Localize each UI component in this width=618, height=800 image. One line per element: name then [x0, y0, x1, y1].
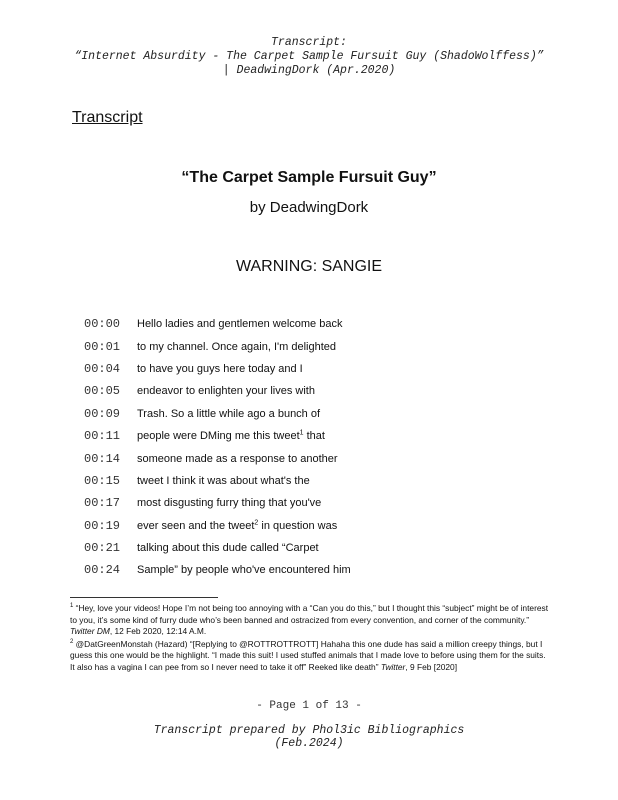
- transcript-row: [84, 313, 351, 335]
- footnote-source: Twitter DM: [70, 626, 110, 637]
- timestamp: 00:14: [84, 451, 121, 466]
- timestamp: 00:17: [84, 496, 121, 511]
- document-header: [0, 36, 618, 78]
- transcript-row: [84, 559, 351, 581]
- footnote-text: @DatGreenMonstah (Hazard) “[Replying to @ROTTROTTROTT] Hahaha this one dude has said a million creepy things, but I guess this one would be the highlight. “I made this suit! I used stuffed animals that I made love to before using them for the suits. It also has a vagina I can pee from so I never need to take it off” Reeked like death”: [70, 638, 546, 672]
- footnote-text: “Hey, love your videos! Hope I’m not being too annoying with a “Can you do this,” but I thought this “subject” might be of interest to you, it’s some kind of furry dude who’s been banned and ostracized from every convention, and corner of the community.”: [70, 603, 549, 625]
- transcript-row: [84, 470, 351, 492]
- warning-notice: WARNING: SANGIE: [235, 258, 383, 275]
- transcript-row: [84, 425, 351, 447]
- timestamp: 00:19: [84, 518, 121, 533]
- timestamp: 00:21: [84, 541, 121, 556]
- line-text: that: [303, 430, 325, 443]
- document-footer: [0, 724, 618, 750]
- header-label: Transcript:: [271, 36, 347, 49]
- timestamp: 00:00: [84, 317, 121, 332]
- header-author-date: | DeadwingDork (Apr.2020): [222, 64, 396, 77]
- footnote-2: [70, 639, 550, 674]
- footer-date: (Feb.2024): [274, 737, 344, 750]
- transcript-line: most disgusting furry thing that you've: [137, 497, 322, 510]
- transcript-line: Trash. So a little while ago a bunch of: [137, 407, 321, 420]
- line-text: ever seen and the tweet: [137, 519, 255, 532]
- footer-credit: Transcript prepared by Phol3ic Bibliographics: [153, 724, 465, 737]
- transcript-row: [84, 515, 351, 537]
- transcript-rows: [84, 313, 351, 582]
- section-title: Transcript: [72, 109, 143, 126]
- page-number: - Page 1 of 13 -: [256, 700, 362, 712]
- footnote-divider: [70, 597, 218, 598]
- footnote-date: , 12 Feb 2020, 12:14 A.M.: [109, 626, 207, 637]
- transcript-row: [84, 380, 351, 402]
- transcript-row: [84, 447, 351, 469]
- timestamp: 00:01: [84, 339, 121, 354]
- transcript-row: [84, 335, 351, 357]
- line-text: in question was: [258, 519, 338, 532]
- footnote-date: , 9 Feb [2020]: [405, 661, 458, 672]
- footnote-number: 1: [70, 603, 74, 610]
- transcript-line: to have you guys here today and I: [137, 362, 303, 375]
- timestamp: 00:04: [84, 361, 121, 376]
- transcript-line: talking about this dude called “Carpet: [137, 542, 319, 555]
- transcript-line: Hello ladies and gentlemen welcome back: [137, 318, 343, 331]
- transcript-line: to my channel. Once again, I'm delighted: [137, 340, 336, 353]
- timestamp: 00:11: [84, 429, 121, 444]
- header-video-title: “Internet Absurdity - The Carpet Sample Fursuit Guy (ShadoWolffess)”: [74, 50, 544, 63]
- transcript-row: [84, 358, 351, 380]
- transcript-line: [137, 520, 337, 532]
- footnote-number: 2: [70, 638, 74, 645]
- transcript-row: [84, 537, 351, 559]
- footnotes: [70, 603, 550, 675]
- transcript-line: Sample” by people who've encountered him: [137, 564, 351, 577]
- line-text: people were DMing me this tweet: [137, 430, 300, 443]
- transcript-line: [137, 430, 325, 442]
- timestamp: 00:05: [84, 384, 121, 399]
- footnote-ref-2[interactable]: 2: [254, 519, 259, 527]
- footnote-ref-1[interactable]: 1: [299, 429, 304, 437]
- transcript-line: someone made as a response to another: [137, 452, 338, 465]
- timestamp: 00:24: [84, 563, 121, 578]
- timestamp: 00:09: [84, 406, 121, 421]
- transcript-line: tweet I think it was about what's the: [137, 474, 310, 487]
- timestamp: 00:15: [84, 473, 121, 488]
- transcript-row: [84, 403, 351, 425]
- transcript-row: [84, 492, 351, 514]
- footnote-source: Twitter: [380, 661, 406, 672]
- transcript-line: endeavor to enlighten your lives with: [137, 385, 315, 398]
- transcript-byline: by DeadwingDork: [249, 199, 369, 216]
- transcript-title: “The Carpet Sample Fursuit Guy”: [181, 169, 437, 186]
- footnote-1: [70, 603, 550, 638]
